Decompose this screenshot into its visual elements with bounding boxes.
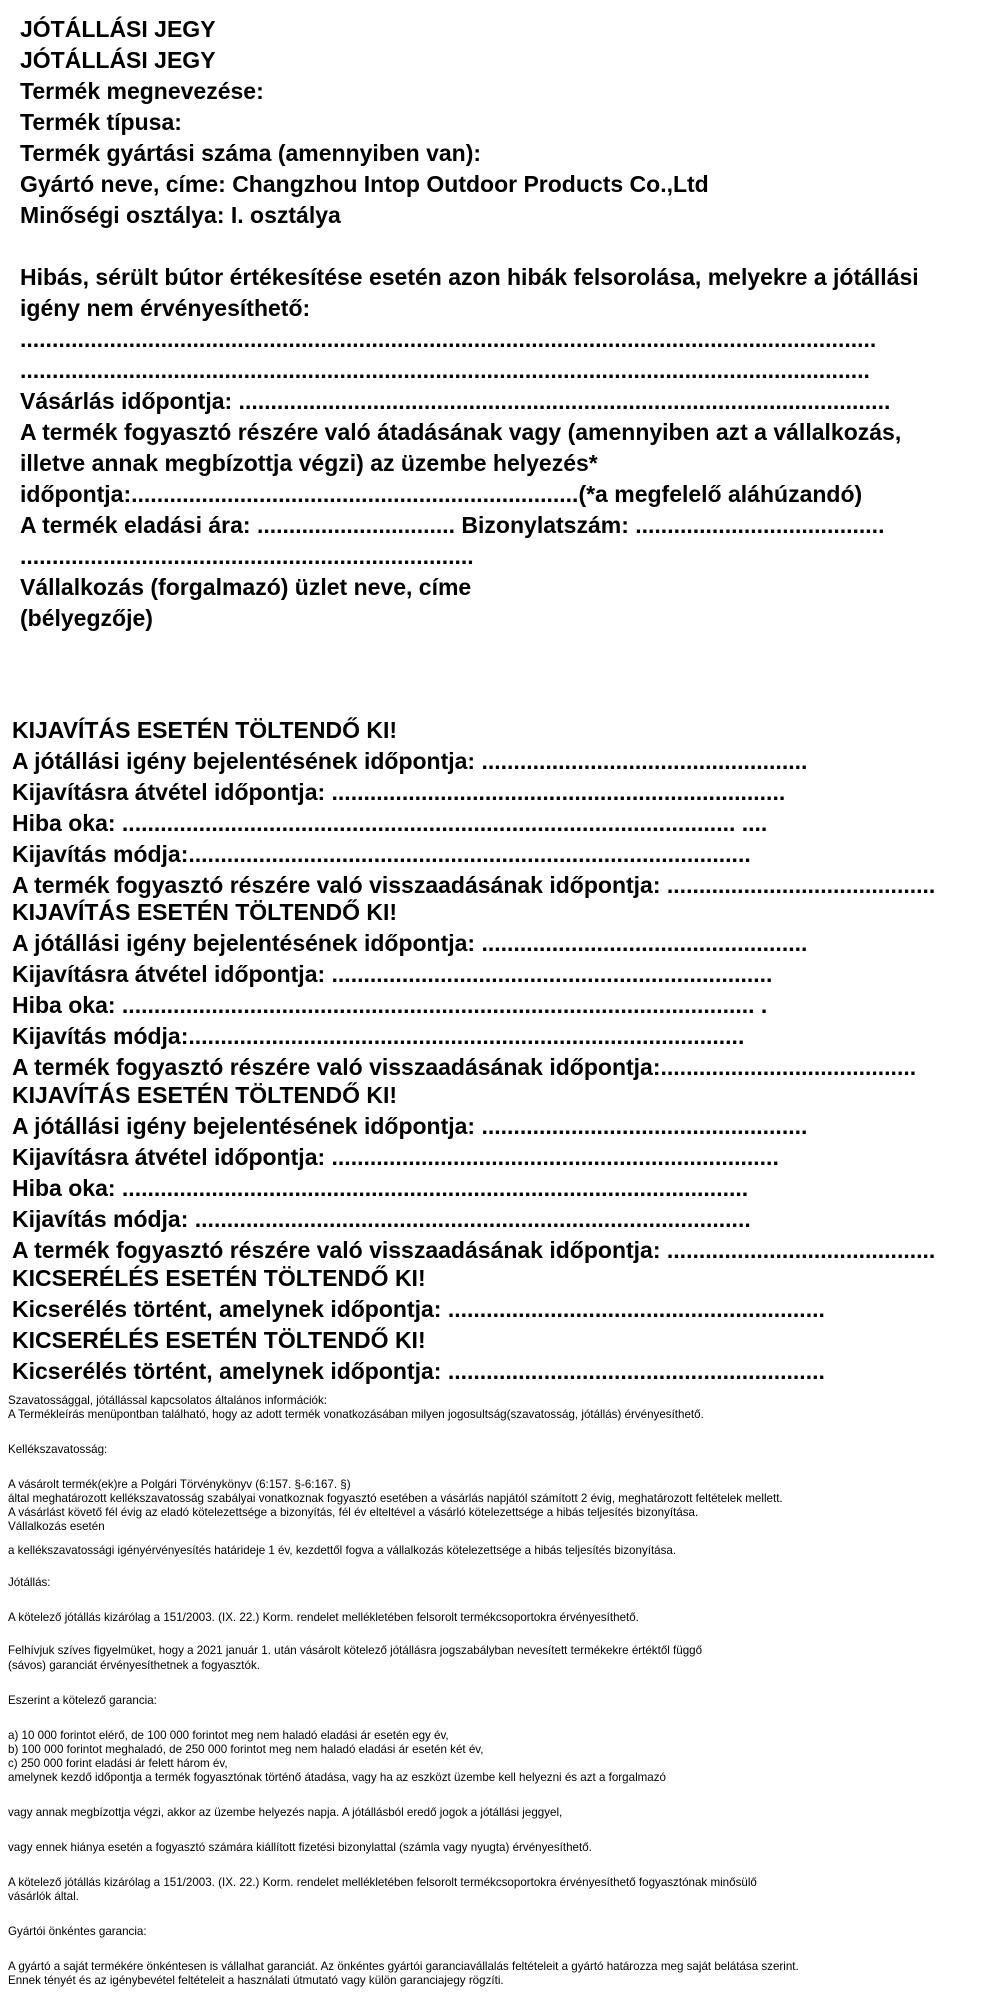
defects-fill-line2: ..................................................................................................................................... — [20, 357, 870, 383]
info-subheading: Eszerint a kötelező garancia: — [8, 1694, 157, 1707]
serial-number-label: Termék gyártási száma (amennyiben van): — [20, 140, 482, 166]
info-text: Vállalkozás esetén — [8, 1520, 105, 1533]
defects-text-line2: igény nem érvényesíthető: — [20, 295, 311, 321]
manufacturer-line: Gyártó neve, címe: Changzhou Intop Outdoor Products Co.,Ltd — [20, 171, 709, 197]
purchase-date-line: Vásárlás időpontja: ...................................................................................................... — [20, 388, 891, 414]
handover-text-line1: A termék fogyasztó részére való átadásának vagy (amennyiben azt a vállalkozás, — [20, 419, 902, 445]
info-text: (sávos) garanciát érvényesíthetnek a fogyasztók. — [8, 1659, 260, 1672]
info-text: A gyártó a saját termékére önkéntesen is vállalhat garanciát. Az önkéntes gyártói garanciavállalás feltételeit a gyártó határozza meg saját belátása szerint. — [8, 1960, 799, 1973]
repair-heading: KIJAVÍTÁS ESETÉN TÖLTENDŐ KI! — [12, 717, 398, 743]
repair-method: Kijavítás módja: ....................................................................................... — [12, 1206, 751, 1232]
info-text: a) 10 000 forintot elérő, de 100 000 forintot meg nem haladó eladási ár esetén egy év, — [8, 1729, 449, 1742]
quality-class-line: Minőségi osztálya: I. osztálya — [20, 202, 341, 228]
repair-fault-cause: Hiba oka: ................................................................................................... . — [12, 992, 768, 1018]
repair-claim-date: A jótállási igény bejelentésének időpontja: ................................................... — [12, 748, 808, 774]
exchange-date: Kicserélés történt, amelynek időpontja: ........................................................... — [12, 1358, 825, 1384]
repair-fault-cause: Hiba oka: ................................................................................................ .... — [12, 810, 768, 836]
info-text: vásárlók által. — [8, 1890, 79, 1903]
repair-claim-date: A jótállási igény bejelentésének időpontja: ................................................... — [12, 930, 808, 956]
title: JÓTÁLLÁSI JEGY — [20, 16, 216, 42]
info-heading: Szavatossággal, jótállással kapcsolatos általános információk: — [8, 1394, 327, 1407]
exchange-date: Kicserélés történt, amelynek időpontja: ........................................................... — [12, 1296, 825, 1322]
seller-stamp-label: (bélyegzője) — [20, 605, 153, 631]
info-text: A kötelező jótállás kizárólag a 151/2003. (IX. 22.) Korm. rendelet mellékletében felsorolt termékcsoportokra érvényesíthető. — [8, 1611, 639, 1624]
title-repeat: JÓTÁLLÁSI JEGY — [20, 47, 216, 73]
info-text: által meghatározott kellékszavatosság szabályai vonatkoznak fogyasztó esetében a vásárlás napjától számított 2 évig, meghatározott feltételek mellett. — [8, 1492, 783, 1505]
defects-fill-line1: ...................................................................................................................................... — [20, 326, 877, 352]
info-text: A kötelező jótállás kizárólag a 151/2003. (IX. 22.) Korm. rendelet mellékletében felsorolt termékcsoportokra érvényesíthető fogyasztónak minősülő — [8, 1876, 757, 1889]
repair-method: Kijavítás módja:........................................................................................ — [12, 841, 751, 867]
info-text: vagy ennek hiánya esetén a fogyasztó számára kiállított fizetési bizonylattal (számla vagy nyugta) érvényesíthető. — [8, 1841, 592, 1854]
repair-received-date: Kijavításra átvétel időpontja: ....................................................................... — [12, 779, 786, 805]
defects-text-line1: Hibás, sérült bútor értékesítése esetén azon hibák felsorolása, melyekre a jótállási — [20, 264, 919, 290]
info-text: A vásárolt termék(ek)re a Polgári Törvénykönyv (6:157. §-6:167. §) — [8, 1478, 351, 1491]
info-text: amelynek kezdő időpontja a termék fogyasztónak történő átadása, vagy ha az eszközt üzembe kell helyezni és azt a forgalmazó — [8, 1771, 666, 1784]
repair-heading: KIJAVÍTÁS ESETÉN TÖLTENDŐ KI! — [12, 899, 398, 925]
info-text: a kellékszavatossági igényérvényesítés határideje 1 év, kezdettől fogva a vállalkozás kötelezettsége a hibás teljesítés bizonyítása. — [8, 1544, 677, 1557]
seller-name-label: Vállalkozás (forgalmazó) üzlet neve, címe — [20, 574, 472, 600]
info-text: vagy annak megbízottja végzi, akkor az üzembe helyezés napja. A jótállásból eredő jogok a jótállási jeggyel, — [8, 1806, 563, 1819]
repair-claim-date: A jótállási igény bejelentésének időpontja: ................................................... — [12, 1113, 808, 1139]
product-type-label: Termék típusa: — [20, 109, 182, 135]
info-text: A vásárlást követő fél évig az eladó kötelezettsége a bizonyítás, fél év elteltével a vásárló kötelezettsége a hibás teljesítés bizonyítása. — [8, 1506, 699, 1519]
repair-return-date: A termék fogyasztó részére való visszaadásának időpontja: .......................................... — [12, 1237, 936, 1263]
product-name-label: Termék megnevezése: — [20, 78, 264, 104]
price-receipt-line: A termék eladási ára: ............................... Bizonylatszám: ....................................... — [20, 512, 885, 538]
handover-date-line: időpontja:......................................................................(*a megfelelő aláhúzandó) — [20, 481, 863, 507]
info-subheading: Kellékszavatosság: — [8, 1443, 108, 1456]
repair-return-date: A termék fogyasztó részére való visszaadásának időpontja: .......................................... — [12, 872, 936, 898]
repair-return-date: A termék fogyasztó részére való visszaadásának időpontja:........................................ — [12, 1054, 917, 1080]
info-subheading: Jótállás: — [8, 1576, 51, 1589]
info-text: Ennek tényét és az igénybevétel feltételeit a használati útmutató vagy külön garanciajegy rögzíti. — [8, 1974, 504, 1987]
handover-text-line2: illetve annak megbízottja végzi) az üzembe helyezés* — [20, 450, 598, 476]
info-text: A Termékleírás menüpontban található, hogy az adott termék vonatkozásában milyen jogosultság(szavatosság, jótállás) érvényesíthető. — [8, 1408, 704, 1421]
exchange-heading: KICSERÉLÉS ESETÉN TÖLTENDŐ KI! — [12, 1327, 426, 1353]
info-text: c) 250 000 forint eladási ár felett három év, — [8, 1757, 228, 1770]
exchange-heading: KICSERÉLÉS ESETÉN TÖLTENDŐ KI! — [12, 1265, 426, 1291]
price-fill-line: ....................................................................... — [20, 543, 474, 569]
repair-fault-cause: Hiba oka: .................................................................................................. — [12, 1175, 749, 1201]
repair-received-date: Kijavításra átvétel időpontja: ..................................................................... — [12, 961, 773, 987]
info-subheading: Gyártói önkéntes garancia: — [8, 1925, 147, 1938]
repair-method: Kijavítás módja:....................................................................................... — [12, 1023, 745, 1049]
repair-heading: KIJAVÍTÁS ESETÉN TÖLTENDŐ KI! — [12, 1082, 398, 1108]
info-text: b) 100 000 forintot meghaladó, de 250 000 forintot meg nem haladó eladási ár esetén két év, — [8, 1743, 484, 1756]
repair-received-date: Kijavításra átvétel időpontja: ...................................................................... — [12, 1144, 779, 1170]
info-text: Felhívjuk szíves figyelmüket, hogy a 2021 január 1. után vásárolt kötelező jótállásra jogszabályban nevesített termékekre értéktől függő — [8, 1644, 703, 1657]
